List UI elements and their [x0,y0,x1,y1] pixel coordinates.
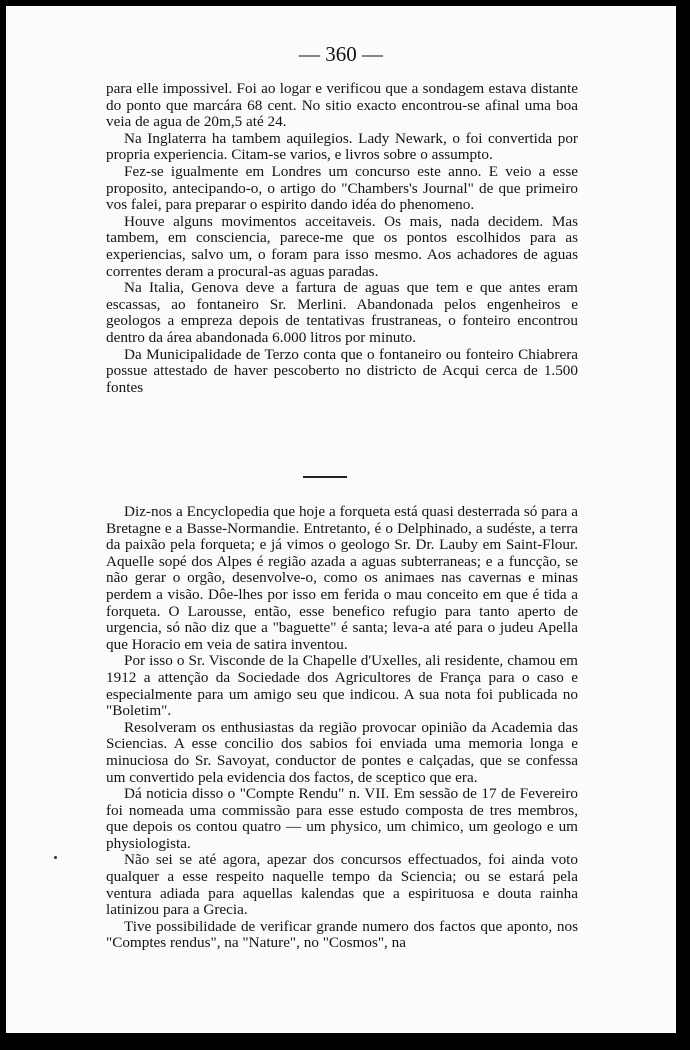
text-section-1 [106,81,578,396]
scan-speck [54,856,57,859]
paragraph: Houve alguns movimentos acceitaveis. Os mais, nada decidem. Mas tambem, em consciencia, parece-me que os pontos escolhidos para as experiencias, salvo um, o foram para isso mesmo. Aos achadores de aguas correntes deram a procural-as aguas paradas. [106,212,578,280]
paragraph: Da Municipalidade de Terzo conta que o fontaneiro ou fonteiro Chiabrera possue attestado de haver pescoberto no districto de Acqui cerca de 1.500 fontes [106,345,578,396]
paragraph: Na Italia, Genova deve a fartura de aguas que tem e que antes eram escassas, ao fontaneiro Sr. Merlini. Abandonada pelos engenheiros e geologos a empreza depois de tentativas frustraneas, o fonteiro encontrou dentro da área abandonada 6.000 litros por minuto. [106,279,578,346]
paragraph: Fez-se igualmente em Londres um concurso este anno. E veio a esse proposito, antecipando-o, o artigo do "Chambers's Journal" de que primeiro vos falei, para preparar o espirito dando idéa do phenomeno. [106,162,578,214]
paragraph: Tive possibilidade de verificar grande numero dos factos que aponto, nos "Comptes rendus", na "Nature", no "Cosmos", na [106,917,578,952]
paragraph: Na Inglaterra ha tambem aquilegios. Lady Newark, o foi convertida por propria experiencia. Citam-se varios, e livros sobre o assumpto. [106,129,578,164]
text-section-2 [106,504,578,952]
paragraph: Não sei se até agora, apezar dos concursos effectuados, foi ainda voto qualquer a esse respeito naquelle tempo da Sciencia; ou se estará pela ventura adiada para aquellas kalendas que a espirituosa e douta rainha latinizou para a Grecia. [106,851,578,919]
page-number: — 360 — [299,42,383,66]
paragraph: para elle impossivel. Foi ao logar e verificou que a sondagem estava distante do ponto que marcára 68 cent. No sitio exacto encontrou-se afinal uma boa veia de agua de 20m,5 até 24. [106,80,578,131]
paragraph: Por isso o Sr. Visconde de la Chapelle d'Uxelles, ali residente, chamou em 1912 a attenção da Sociedade dos Agricultores de França para o caso e especialmente para um amigo seu que indicou. A sua nota foi publicada no "Boletim". [106,652,578,720]
section-divider [303,476,347,478]
scanned-page [6,6,676,1033]
paragraph: Dá noticia disso o "Compte Rendu" n. VII. Em sessão de 17 de Fevereiro foi nomeada uma commissão para esse estudo composta de tres membros, que depois os contou quatro — um physico, um chimico, um geologo e um physiologista. [106,785,578,852]
paragraph: Resolveram os enthusiastas da região provocar opinião da Academia das Sciencias. A esse concilio dos sabios foi enviada uma memoria longa e minuciosa do Sr. Savoyat, conductor de pontes e calçadas, que se confessa um convertido pela evidencia dos factos, de sceptico que era. [106,718,578,786]
paragraph: Diz-nos a Encyclopedia que hoje a forqueta está quasi desterrada só para a Bretagne e a Basse-Normandie. Entretanto, é o Delphinado, a sudéste, a terra da paixão pela forqueta; e já vimos o geologo Sr. Dr. Lauby em Saint-Flour. Aquelle sopé dos Alpes é região azada a aguas subterraneas; e a funcção, se não gerar o orgão, desenvolve-o, como os animaes nas cavernas e minas perdem a visão. Dôe-lhes por isso em ferida o mau conceito em que é tida a forqueta. O Larousse, então, esse benefico refugio para tanto aperto de urgencia, só não diz que a "baguette" é santa; leva-a até para o judeu Apella que Horacio em veia de satira inventou. [106,503,578,653]
